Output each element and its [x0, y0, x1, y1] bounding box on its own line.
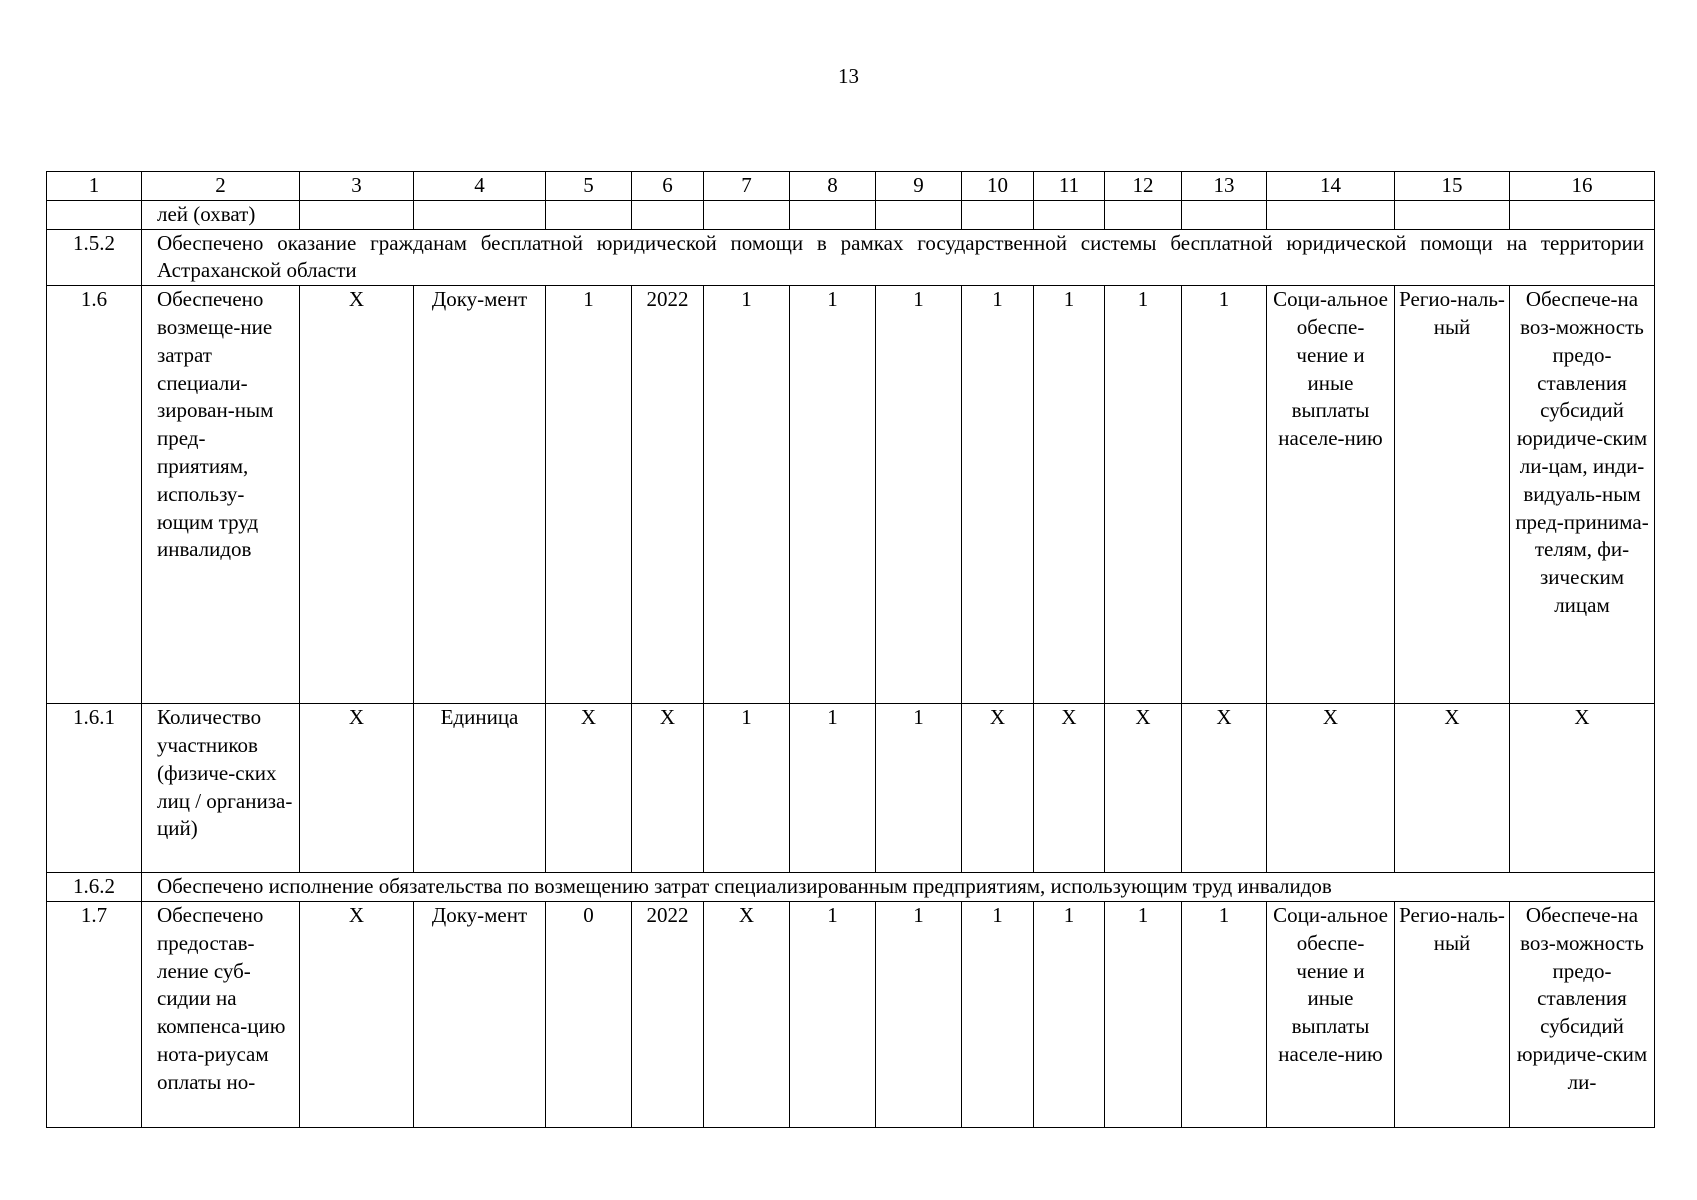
row-name-cell: Количество участников (физиче-ских лиц / организа-ций)	[142, 704, 300, 873]
table-cell: 1	[876, 286, 962, 704]
table-cell: Обеспече-на воз-можность предо-ставления субсидий юридиче-ским ли-цам, инди-видуаль-ным пред-принима-телям, фи-зическим лицам	[1510, 286, 1655, 704]
column-number-cell: 7	[704, 172, 790, 201]
table-cell: Х	[300, 704, 414, 873]
section-text-cell: Обеспечено исполнение обязательства по возмещению затрат специализированным предприятиям, использующим труд инвалидов	[142, 873, 1655, 902]
table-cell: Соци-альное обеспе-чение и иные выплаты населе-нию	[1267, 901, 1395, 1127]
table-cell: Х	[962, 704, 1034, 873]
continuation-empty-cell	[414, 200, 546, 229]
table-cell: 2022	[632, 901, 704, 1127]
column-number-cell: 4	[414, 172, 546, 201]
table-cell: 1	[876, 704, 962, 873]
row-number-cell: 1.7	[47, 901, 142, 1127]
continuation-row	[47, 200, 1655, 229]
table-cell: Соци-альное обеспе-чение и иные выплаты населе-нию	[1267, 286, 1395, 704]
continuation-empty-cell	[1105, 200, 1182, 229]
table-cell: Х	[1182, 704, 1267, 873]
column-number-cell: 10	[962, 172, 1034, 201]
table-cell: 1	[1182, 901, 1267, 1127]
table-cell: Регио-наль-ный	[1395, 286, 1510, 704]
table-cell: Х	[300, 286, 414, 704]
table-cell: Обеспече-на воз-можность предо-ставления субсидий юридиче-ским ли-	[1510, 901, 1655, 1127]
continuation-empty-cell	[790, 200, 876, 229]
row-number-cell: 1.6	[47, 286, 142, 704]
continuation-empty-cell	[1034, 200, 1105, 229]
table-cell: 1	[704, 286, 790, 704]
column-number-cell: 16	[1510, 172, 1655, 201]
table-cell: Х	[300, 901, 414, 1127]
table-cell: Х	[1395, 704, 1510, 873]
table-cell: 1	[1034, 901, 1105, 1127]
row-name-cell: Обеспечено возмеще-ние затрат специали-зирован-ным пред-приятиям, использу-ющим труд инвалидов	[142, 286, 300, 704]
column-number-cell: 15	[1395, 172, 1510, 201]
page-number: 13	[838, 64, 859, 88]
column-number-cell: 1	[47, 172, 142, 201]
table-cell: 1	[876, 901, 962, 1127]
table-cell: 0	[546, 901, 632, 1127]
table-cell: 1	[962, 901, 1034, 1127]
continuation-empty-cell	[1182, 200, 1267, 229]
column-number-row	[47, 172, 1655, 201]
column-number-cell: 11	[1034, 172, 1105, 201]
table-row-1-6-1	[47, 704, 1655, 873]
section-num-cell: 1.6.2	[47, 873, 142, 902]
row-number-cell: 1.6.1	[47, 704, 142, 873]
section-row-1-5-2	[47, 229, 1655, 286]
table-cell: Х	[1510, 704, 1655, 873]
continuation-empty-cell	[1267, 200, 1395, 229]
table-cell: 1	[1105, 901, 1182, 1127]
column-number-cell: 6	[632, 172, 704, 201]
continuation-empty-cell	[1510, 200, 1655, 229]
continuation-name-cell: лей (охват)	[142, 200, 300, 229]
table-cell: Доку-мент	[414, 901, 546, 1127]
continuation-empty-cell	[632, 200, 704, 229]
continuation-empty-cell	[704, 200, 790, 229]
section-row-1-6-2	[47, 873, 1655, 902]
table-cell: 1	[704, 704, 790, 873]
continuation-empty-cell	[546, 200, 632, 229]
table-cell: Доку-мент	[414, 286, 546, 704]
table-cell: 1	[962, 286, 1034, 704]
column-number-cell: 3	[300, 172, 414, 201]
table-row-1-7	[47, 901, 1655, 1127]
continuation-num-cell	[47, 200, 142, 229]
table-cell: 1	[1034, 286, 1105, 704]
table-cell: 1	[790, 286, 876, 704]
table-cell: 1	[790, 901, 876, 1127]
table-cell: 2022	[632, 286, 704, 704]
continuation-empty-cell	[962, 200, 1034, 229]
continuation-empty-cell	[300, 200, 414, 229]
table-cell: Х	[704, 901, 790, 1127]
column-number-cell: 13	[1182, 172, 1267, 201]
table-cell: Регио-наль-ный	[1395, 901, 1510, 1127]
measures-table	[46, 171, 1655, 1128]
table-row-1-6	[47, 286, 1655, 704]
table-cell: Х	[1267, 704, 1395, 873]
table-cell: 1	[1182, 286, 1267, 704]
table-cell: Х	[1105, 704, 1182, 873]
column-number-cell: 14	[1267, 172, 1395, 201]
section-text-cell: Обеспечено оказание гражданам бесплатной юридической помощи в рамках государственной системы бесплатной юридической помощи на территории Астраханской области	[142, 229, 1655, 286]
table-cell: Единица	[414, 704, 546, 873]
column-number-cell: 9	[876, 172, 962, 201]
table-cell: 1	[546, 286, 632, 704]
table-cell: 1	[1105, 286, 1182, 704]
column-number-cell: 8	[790, 172, 876, 201]
table-cell: Х	[546, 704, 632, 873]
continuation-empty-cell	[876, 200, 962, 229]
table-cell: Х	[1034, 704, 1105, 873]
table-cell: Х	[632, 704, 704, 873]
column-number-cell: 2	[142, 172, 300, 201]
table-cell: 1	[790, 704, 876, 873]
column-number-cell: 5	[546, 172, 632, 201]
row-name-cell: Обеспечено предостав-ление суб-сидии на компенса-цию нота-риусам оплаты но-	[142, 901, 300, 1127]
column-number-cell: 12	[1105, 172, 1182, 201]
continuation-empty-cell	[1395, 200, 1510, 229]
section-num-cell: 1.5.2	[47, 229, 142, 286]
